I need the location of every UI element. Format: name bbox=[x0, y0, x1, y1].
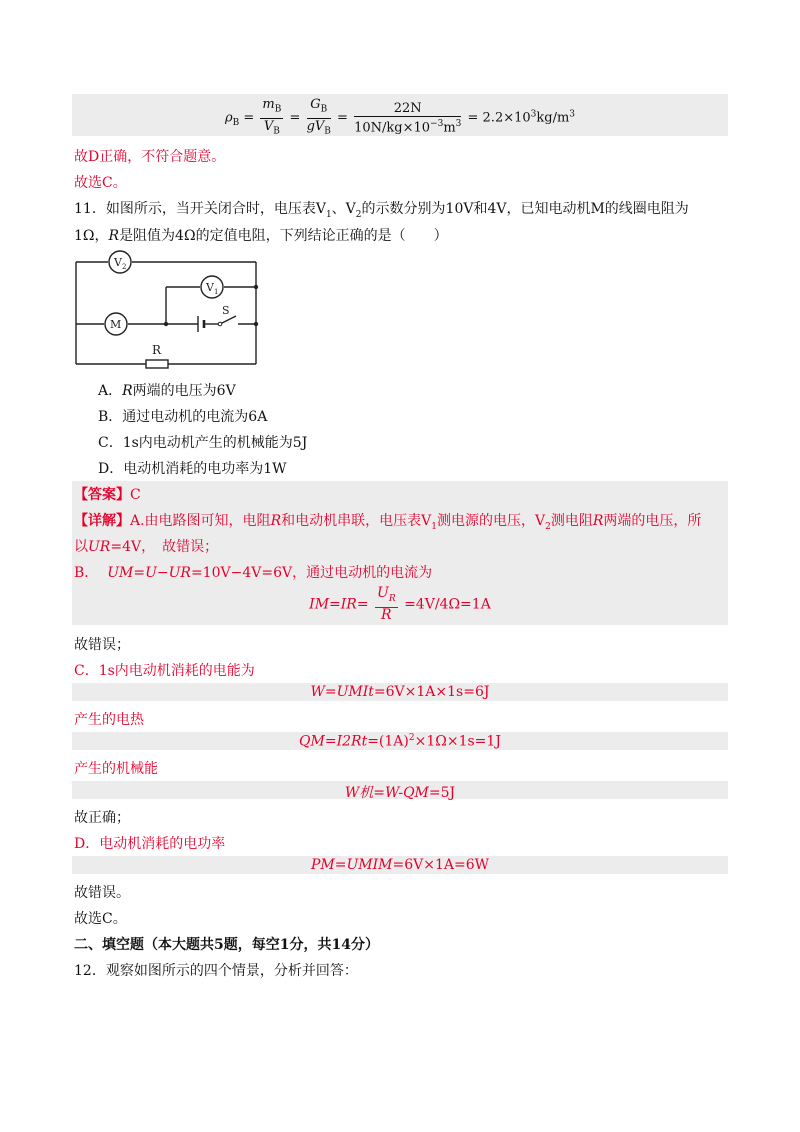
heat-label: 产生的电热 bbox=[74, 712, 144, 728]
question-11-line-2: 1Ω，R是阻值为4Ω的定值电阻，下列结论正确的是（ ） bbox=[74, 228, 448, 244]
v1-label: V bbox=[206, 281, 214, 294]
section-2-heading: 二、填空题（本大题共5题，每空1分，共14分） bbox=[74, 937, 379, 953]
v2-label: V bbox=[114, 256, 122, 269]
resistor-icon bbox=[146, 360, 168, 368]
explain-c-line: C．1s内电动机消耗的电能为 bbox=[74, 663, 255, 679]
d-correct-line: 故D正确，不符合题意。 bbox=[74, 149, 226, 165]
v2-sub: 2 bbox=[122, 263, 127, 271]
explain-line-2: 以UR=4V， 故错误； bbox=[74, 539, 219, 555]
option-a: A．R两端的电压为6V bbox=[98, 383, 236, 399]
question-12: 12．观察如图所示的四个情景，分析并回答： bbox=[74, 963, 358, 979]
choose-c-line-2: 故选C。 bbox=[74, 911, 127, 927]
explain-b-line: B． UM=U−UR=10V−4V=6V，通过电动机的电流为 bbox=[74, 565, 433, 581]
switch-label: S bbox=[222, 304, 230, 317]
circuit-diagram bbox=[70, 248, 270, 370]
v1-sub: 1 bbox=[214, 288, 219, 296]
current-formula: IM=IR= $\frac{U_R}{R}$ =4V/4Ω=1A bbox=[309, 585, 491, 623]
mech-label: 产生的机械能 bbox=[74, 761, 158, 777]
wrong-line-1: 故错误； bbox=[74, 637, 130, 653]
explain-line-1: 【详解】A.由电路图可知，电阻R和电动机串联，电压表$V_1$测电源的电压，$V_2$测电阻R两端的电压，所 bbox=[74, 513, 702, 532]
heat-formula: $QM=I2Rt=(1A)^2\times 1\Omega\times 1s=1J$ bbox=[299, 733, 501, 750]
choose-c-line: 故选C。 bbox=[74, 175, 127, 191]
wrong-line-2: 故错误。 bbox=[74, 885, 130, 901]
option-d: D．电动机消耗的电功率为1W bbox=[98, 461, 287, 477]
correct-line: 故正确； bbox=[74, 810, 130, 826]
mech-formula: W机=W-QM=5J bbox=[344, 785, 456, 801]
resistor-label: R bbox=[152, 343, 162, 357]
answer-line: 【答案】C bbox=[74, 487, 141, 503]
question-11-line-1: 11．如图所示，当开关闭合时，电压表$V_1$、$V_2$的示数分别为10V和4V，已知电动机M的线圈电阻为 bbox=[74, 201, 689, 220]
power-formula: PM=UMIM=6V×1A=6W bbox=[310, 857, 489, 873]
density-formula: $\rho_B$ = $\frac{m_B}{V_B}$ = $\frac{G_B}{gV_B}$ = $\frac{22N}{10N/kg\times 10^{-3}m^3}$ = $2.2\times 10^3kg/m^3$ bbox=[224, 97, 576, 137]
explain-d-line: D．电动机消耗的电功率 bbox=[74, 836, 226, 852]
energy-formula: W=UMIt=6V×1A×1s=6J bbox=[310, 684, 490, 700]
option-b: B．通过电动机的电流为6A bbox=[98, 409, 268, 425]
option-c: C．1s内电动机产生的机械能为5J bbox=[98, 435, 308, 451]
motor-label: M bbox=[110, 318, 122, 331]
